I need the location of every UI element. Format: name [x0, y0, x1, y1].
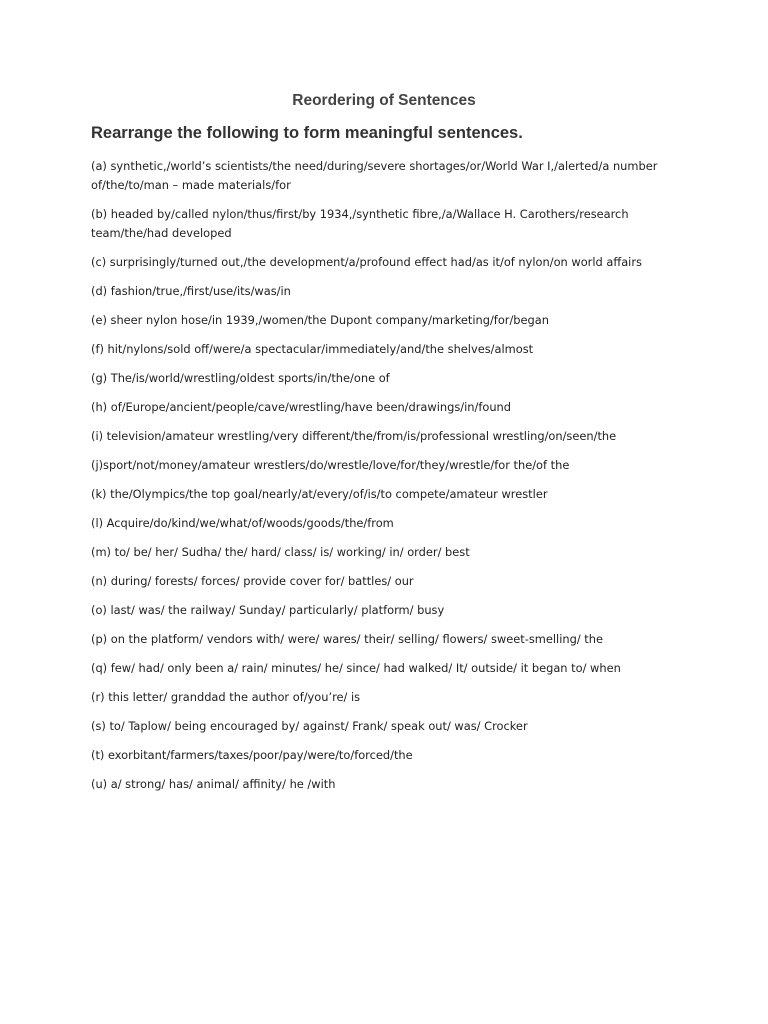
list-item: (n) during/ forests/ forces/ provide cover for/ battles/ our	[91, 574, 414, 588]
list-item: (a) synthetic,/world’s scientists/the need/during/severe shortages/or/World War I,/alerted/a number of/the/to/man – made materials/for	[91, 159, 658, 192]
sentence-list	[91, 157, 691, 804]
list-item: (c) surprisingly/turned out,/the development/a/profound effect had/as it/of nylon/on world affairs	[91, 255, 642, 269]
list-item: (f) hit/nylons/sold off/were/a spectacular/immediately/and/the shelves/almost	[91, 342, 534, 356]
page-title: Reordering of Sentences	[292, 92, 476, 109]
list-item: (s) to/ Taplow/ being encouraged by/ against/ Frank/ speak out/ was/ Crocker	[91, 719, 528, 733]
instruction-heading: Rearrange the following to form meaningful sentences.	[91, 124, 523, 142]
list-item: (t) exorbitant/farmers/taxes/poor/pay/were/to/forced/the	[91, 748, 413, 762]
list-item: (r) this letter/ granddad the author of/you’re/ is	[91, 690, 361, 704]
list-item: (q) few/ had/ only been a/ rain/ minutes/ he/ since/ had walked/ It/ outside/ it began to/ when	[91, 661, 621, 675]
list-item: (j)sport/not/money/amateur wrestlers/do/wrestle/love/for/they/wrestle/for the/of the	[91, 458, 570, 472]
list-item: (p) on the platform/ vendors with/ were/ wares/ their/ selling/ flowers/ sweet-smelling/ the	[91, 632, 603, 646]
list-item: (g) The/is/world/wrestling/oldest sports/in/the/one of	[91, 371, 390, 385]
list-item: (m) to/ be/ her/ Sudha/ the/ hard/ class/ is/ working/ in/ order/ best	[91, 545, 470, 559]
list-item: (u) a/ strong/ has/ animal/ affinity/ he /with	[91, 777, 336, 791]
list-item: (b) headed by/called nylon/thus/first/by 1934,/synthetic fibre,/a/Wallace H. Carothers/research team/the/had developed	[91, 207, 629, 240]
list-item: (l) Acquire/do/kind/we/what/of/woods/goods/the/from	[91, 516, 394, 530]
list-item: (o) last/ was/ the railway/ Sunday/ particularly/ platform/ busy	[91, 603, 445, 617]
list-item: (d) fashion/true,/first/use/its/was/in	[91, 284, 291, 298]
list-item: (e) sheer nylon hose/in 1939,/women/the Dupont company/marketing/for/began	[91, 313, 549, 327]
list-item: (i) television/amateur wrestling/very different/the/from/is/professional wrestling/on/seen/the	[91, 429, 617, 443]
list-item: (k) the/Olympics/the top goal/nearly/at/every/of/is/to compete/amateur wrestler	[91, 487, 548, 501]
list-item: (h) of/Europe/ancient/people/cave/wrestling/have been/drawings/in/found	[91, 400, 511, 414]
